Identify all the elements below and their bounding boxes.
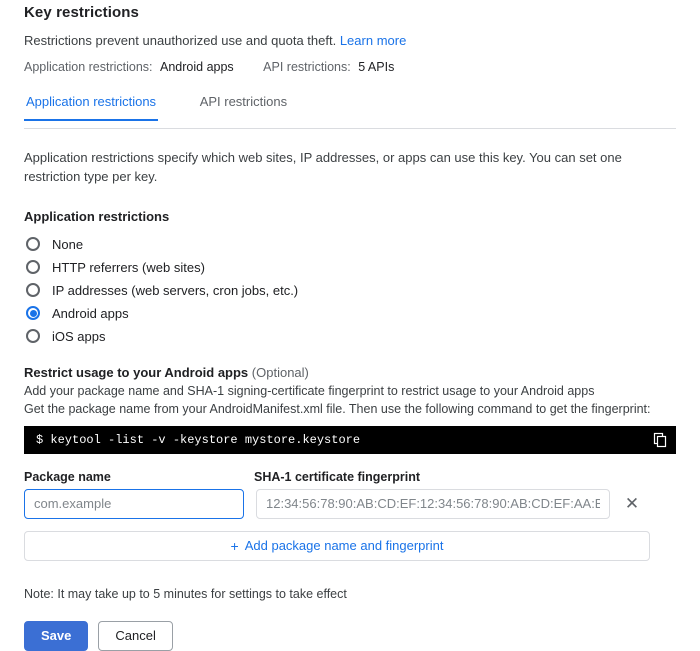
save-button[interactable]: Save [24,621,88,651]
radio-icon-ios-apps [26,329,40,343]
restrictions-description: Application restrictions specify which web sites, IP addresses, or apps can use this key. You can set one restriction type per key. [24,150,622,184]
page-title: Key restrictions [24,4,139,21]
package-name-label: Package name [24,469,111,484]
radio-option-http-referrers[interactable] [24,257,676,278]
summary-application-label: Application restrictions: [24,60,153,74]
android-subsection-title-text: Restrict usage to your Android apps [24,364,249,380]
radio-icon-http-referrers [26,260,40,274]
radio-option-ios-apps[interactable] [24,326,676,347]
android-subsection-optional: (Optional) [251,364,309,380]
radio-option-none[interactable] [24,234,676,255]
package-name-input[interactable] [24,489,244,519]
android-help-line-1: Add your package name and SHA-1 signing-certificate fingerprint to restrict usage to your Android apps [24,383,595,398]
sha1-fingerprint-label: SHA-1 certificate fingerprint [254,469,421,484]
tab-api-restrictions[interactable]: API restrictions [198,94,289,119]
learn-more-link[interactable]: Learn more [339,33,407,48]
add-package-fingerprint-button[interactable] [24,531,650,561]
radio-label-ios-apps: iOS apps [52,328,106,344]
form-actions [24,621,676,651]
page-subtitle [24,33,676,48]
summary-application-restrictions [24,60,237,74]
application-restrictions-radio-group [24,234,676,347]
add-package-fingerprint-label: Add package name and fingerprint [244,538,444,554]
summary-api-value: 5 APIs [358,60,395,74]
cancel-button[interactable]: Cancel [98,621,172,651]
summary-api-label: API restrictions: [263,60,351,74]
radio-label-ip-addresses: IP addresses (web servers, cron jobs, etc.) [52,282,299,298]
subtitle-text: Restrictions prevent unauthorized use and quota theft. [24,33,337,48]
sha1-fingerprint-input[interactable] [256,489,610,519]
android-subsection-heading [24,365,676,380]
restrictions-summary [24,60,676,74]
keytool-command-text: $ keytool -list -v -keystore mystore.keystore [36,432,361,447]
copy-icon[interactable] [652,432,668,448]
radio-icon-ip-addresses [26,283,40,297]
radio-label-http-referrers: HTTP referrers (web sites) [52,259,205,275]
radio-option-android-apps[interactable] [24,303,676,324]
keytool-command-block [24,426,676,454]
radio-label-android-apps: Android apps [52,305,129,321]
radio-label-none: None [52,236,84,252]
field-label-row [24,470,676,484]
summary-application-value: Android apps [160,60,234,74]
package-entry-row [24,489,676,519]
radio-option-ip-addresses[interactable] [24,280,676,301]
android-help-line-2: Get the package name from your AndroidManifest.xml file. Then use the following command to get the fingerprint: [24,401,651,416]
application-restrictions-heading: Application restrictions [24,208,170,224]
tab-application-restrictions[interactable]: Application restrictions [24,94,158,121]
summary-api-restrictions [263,60,394,74]
tab-bar [24,94,676,129]
radio-icon-android-apps [26,306,40,320]
radio-icon-none [26,237,40,251]
plus-icon: + [230,537,239,554]
settings-delay-note: Note: It may take up to 5 minutes for settings to take effect [24,586,347,601]
remove-entry-icon[interactable]: ✕ [624,493,640,513]
